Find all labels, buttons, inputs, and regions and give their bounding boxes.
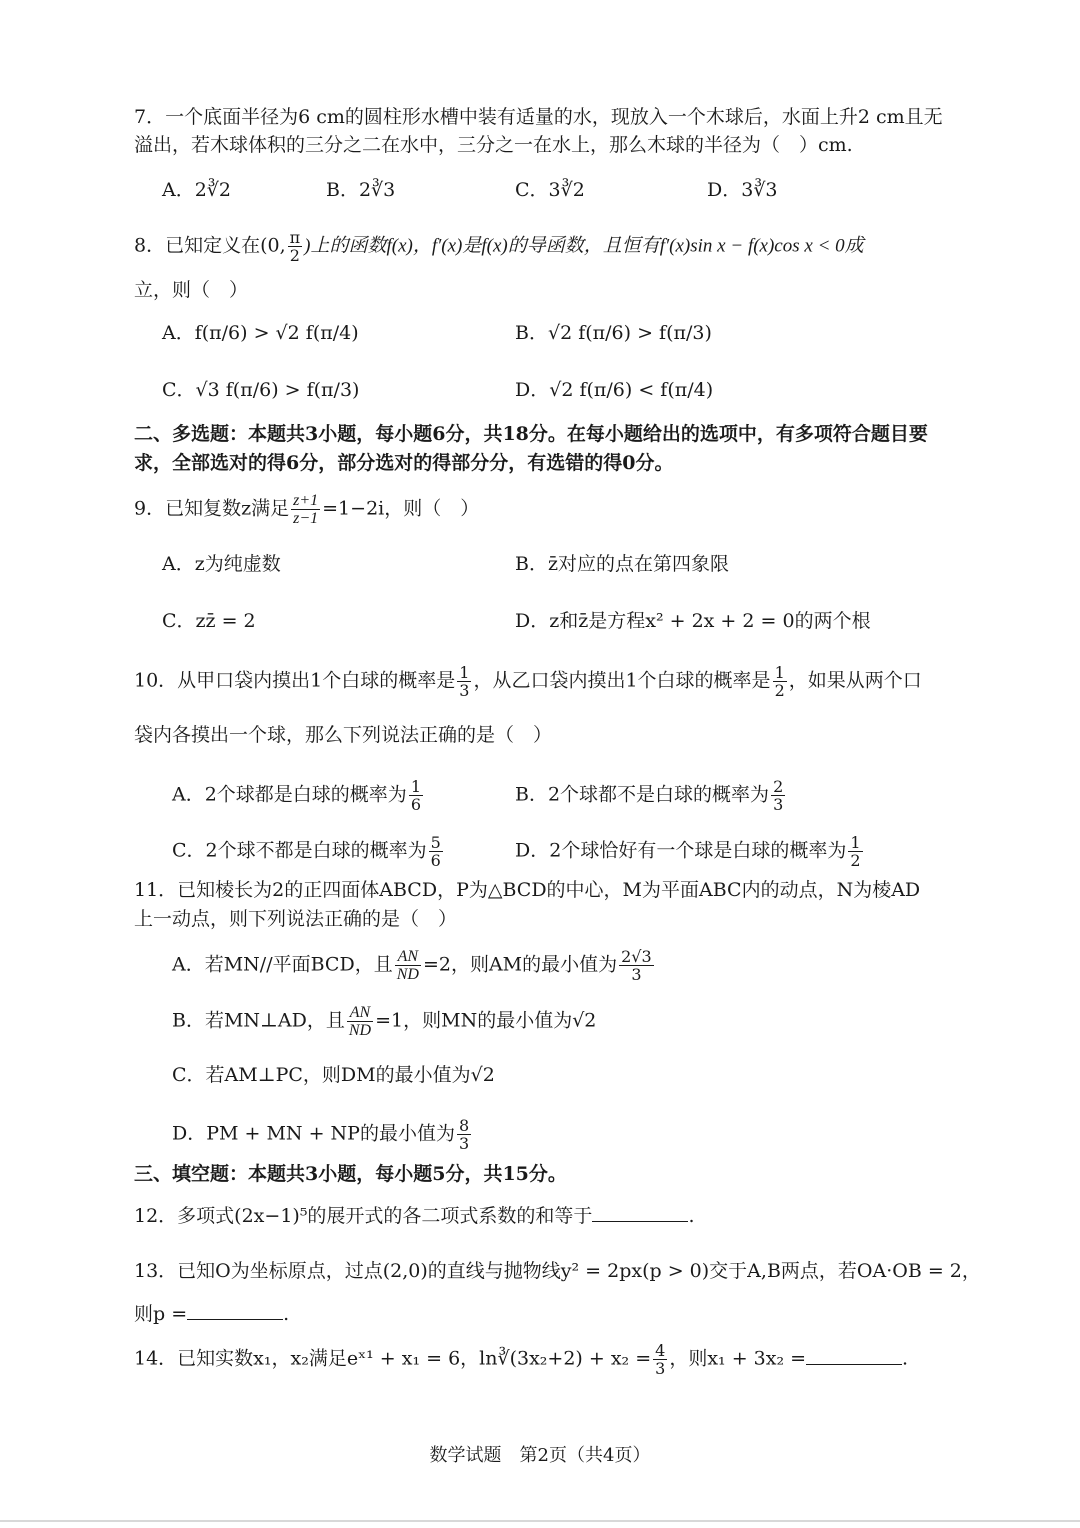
q8-two: 2 [289, 246, 300, 265]
q11-option-b [172, 1004, 596, 1039]
q12-end: . [688, 1205, 695, 1227]
q8-stem-b: )上的函数f(x)，f′(x)是f(x)的导函数，且恒有f′(x)sin x − f(x)cos x < 0成 [304, 235, 864, 257]
q11-option-a-text: A．若MN//平面BCD，且 [172, 953, 393, 976]
q8-line1 [134, 229, 864, 264]
page-footer: 数学试题 第2页（共4页） [429, 1445, 651, 1466]
q14-line [134, 1342, 908, 1377]
q11-option-a-value-num: 2√3 [621, 947, 652, 966]
q11-option-a-value-den: 3 [631, 965, 642, 984]
q10-prob1-num: 1 [459, 663, 470, 682]
q10-option-b-num: 2 [773, 777, 784, 796]
q10-option-c-frac [429, 834, 443, 869]
q8-option-b: B．√2 f(π/6) > f(π/3) [515, 322, 712, 344]
section2-line1: 二、多选题：本题共3小题，每小题6分，共18分。在每小题给出的选项中，有多项符合题目要 [134, 423, 928, 445]
q10-line2: 袋内各摸出一个球，那么下列说法正确的是（ ） [134, 724, 553, 746]
q9-fraction [291, 492, 320, 527]
q14-frac-num: 4 [655, 1341, 666, 1360]
q7-line2: 溢出，若木球体积的三分之二在水中，三分之一在水上，那么木球的半径为（ ）cm. [134, 134, 853, 156]
q10-option-b-frac [771, 778, 785, 813]
bottom-divider [0, 1520, 1080, 1522]
q9-stem-b: =1−2i，则（ ） [322, 497, 480, 520]
q11-option-d-value [457, 1117, 471, 1152]
q11-option-b-ratio [347, 1004, 373, 1039]
q8-pi: π [289, 228, 301, 247]
q10-stem-b: ，从乙口袋内摸出1个白球的概率是 [473, 669, 771, 692]
q9-den: z−1 [293, 510, 319, 527]
q10-prob1-den: 3 [459, 681, 470, 700]
q8-line2: 立，则（ ） [134, 279, 249, 301]
q11-line2: 上一动点，则下列说法正确的是（ ） [134, 908, 458, 930]
q10-prob2-den: 2 [774, 681, 785, 700]
q11-option-a-ratio-den: ND [396, 966, 419, 983]
q10-option-a-text: A．2个球都是白球的概率为 [172, 783, 407, 806]
section2-line2: 求，全部选对的得6分，部分选对的得部分分，有选错的得0分。 [134, 452, 674, 474]
q10-option-a [172, 778, 425, 813]
q9-option-d: D．z和z̄是方程x² + 2x + 2 = 0的两个根 [515, 610, 871, 632]
q11-option-d-text: D．PM + MN + NP的最小值为 [172, 1122, 455, 1145]
q11-option-b-text: B．若MN⊥AD，且 [172, 1009, 345, 1032]
q14-end: . [902, 1347, 909, 1370]
q11-option-d-num: 8 [458, 1116, 470, 1135]
q14-frac-den: 3 [655, 1359, 666, 1378]
q11-option-a-value [619, 948, 654, 983]
q11-option-c: C．若AM⊥PC，则DM的最小值为√2 [172, 1064, 495, 1086]
q7-option-a: A．2∛2 [162, 179, 232, 201]
q12-line [134, 1202, 694, 1230]
q14-frac [653, 1342, 667, 1377]
q9-option-a: A．z为纯虚数 [162, 553, 281, 575]
q10-option-a-num: 1 [410, 777, 421, 796]
q12-answer-blank [592, 1203, 688, 1222]
q13-line2 [134, 1300, 289, 1328]
q14-answer-blank [806, 1346, 902, 1365]
q11-line1: 11．已知棱长为2的正四面体ABCD，P为△BCD的中心，M为平面ABC内的动点，N为棱AD [134, 879, 921, 901]
q13-end: . [283, 1303, 290, 1325]
q10-option-d-frac [848, 834, 862, 869]
q10-line1 [134, 664, 922, 699]
q10-option-a-frac [409, 778, 423, 813]
q9-option-b: B．z̄对应的点在第四象限 [515, 553, 729, 575]
q13-answer-blank [187, 1301, 283, 1320]
q10-option-c [172, 834, 445, 869]
q8-option-d: D．√2 f(π/6) < f(π/4) [515, 379, 714, 401]
q7-option-c: C．3∛2 [515, 179, 585, 201]
q8-pi-over-2 [288, 229, 303, 264]
q10-stem-a: 10．从甲口袋内摸出1个白球的概率是 [134, 669, 456, 692]
q11-option-b-ratio-den: ND [348, 1022, 372, 1039]
q10-option-a-den: 6 [410, 795, 421, 814]
q14-text2: ，则x₁ + 3x₂ = [669, 1347, 807, 1370]
q12-text: 12．多项式(2x−1)⁵的展开式的各二项式系数的和等于 [134, 1205, 593, 1227]
q10-option-c-num: 5 [430, 833, 441, 852]
q10-stem-c: ，如果从两个口 [788, 669, 922, 692]
q13-line1: 13．已知O为坐标原点，过点(2,0)的直线与抛物线y² = 2px(p > 0)交于A,B两点，若OA·OB = 2， [134, 1260, 981, 1282]
q10-option-d-den: 2 [850, 851, 861, 870]
q9-stem [134, 492, 479, 527]
q10-option-c-text: C．2个球不都是白球的概率为 [172, 839, 427, 862]
q8-option-a: A．f(π/6) > √2 f(π/4) [162, 322, 359, 344]
q10-option-d [515, 834, 865, 869]
q10-option-b-text: B．2个球都不是白球的概率为 [515, 783, 770, 806]
q11-option-d-den: 3 [458, 1134, 470, 1153]
q11-option-d [172, 1117, 473, 1152]
q8-option-c: C．√3 f(π/6) > f(π/3) [162, 379, 360, 401]
q10-prob2-num: 1 [774, 663, 785, 682]
q7-line1: 7．一个底面半径为6 cm的圆柱形水槽中装有适量的水，现放入一个木球后，水面上升2 cm且无 [134, 106, 943, 128]
q10-option-b [515, 778, 787, 813]
section3-heading: 三、填空题：本题共3小题，每小题5分，共15分。 [134, 1163, 567, 1185]
q14-text: 14．已知实数x₁，x₂满足eˣ¹ + x₁ = 6，ln∛(3x₂+2) + x₂ = [134, 1347, 652, 1370]
q11-option-a-ratio-num: AN [395, 948, 421, 966]
q11-option-b-text2: =1，则MN的最小值为√2 [375, 1009, 597, 1032]
q7-option-d: D．3∛3 [707, 179, 778, 201]
q10-option-b-den: 3 [773, 795, 784, 814]
q11-option-a-ratio [395, 948, 421, 983]
q9-option-c: C．zz̄ = 2 [162, 610, 256, 632]
q11-option-b-ratio-num: AN [347, 1004, 373, 1022]
q11-option-a [172, 948, 656, 983]
q10-option-c-den: 6 [430, 851, 441, 870]
q9-stem-a: 9．已知复数z满足 [134, 497, 290, 520]
q10-prob2 [773, 664, 787, 699]
q10-option-d-text: D．2个球恰好有一个球是白球的概率为 [515, 839, 847, 862]
q7-option-b: B．2∛3 [326, 179, 396, 201]
q10-prob1 [457, 664, 471, 699]
q10-option-d-num: 1 [850, 833, 861, 852]
q13-text: 则p = [134, 1303, 188, 1325]
q11-option-a-text2: =2，则AM的最小值为 [422, 953, 618, 976]
q9-num: z+1 [293, 492, 319, 509]
q8-stem-a: 8．已知定义在(0, [134, 234, 286, 257]
